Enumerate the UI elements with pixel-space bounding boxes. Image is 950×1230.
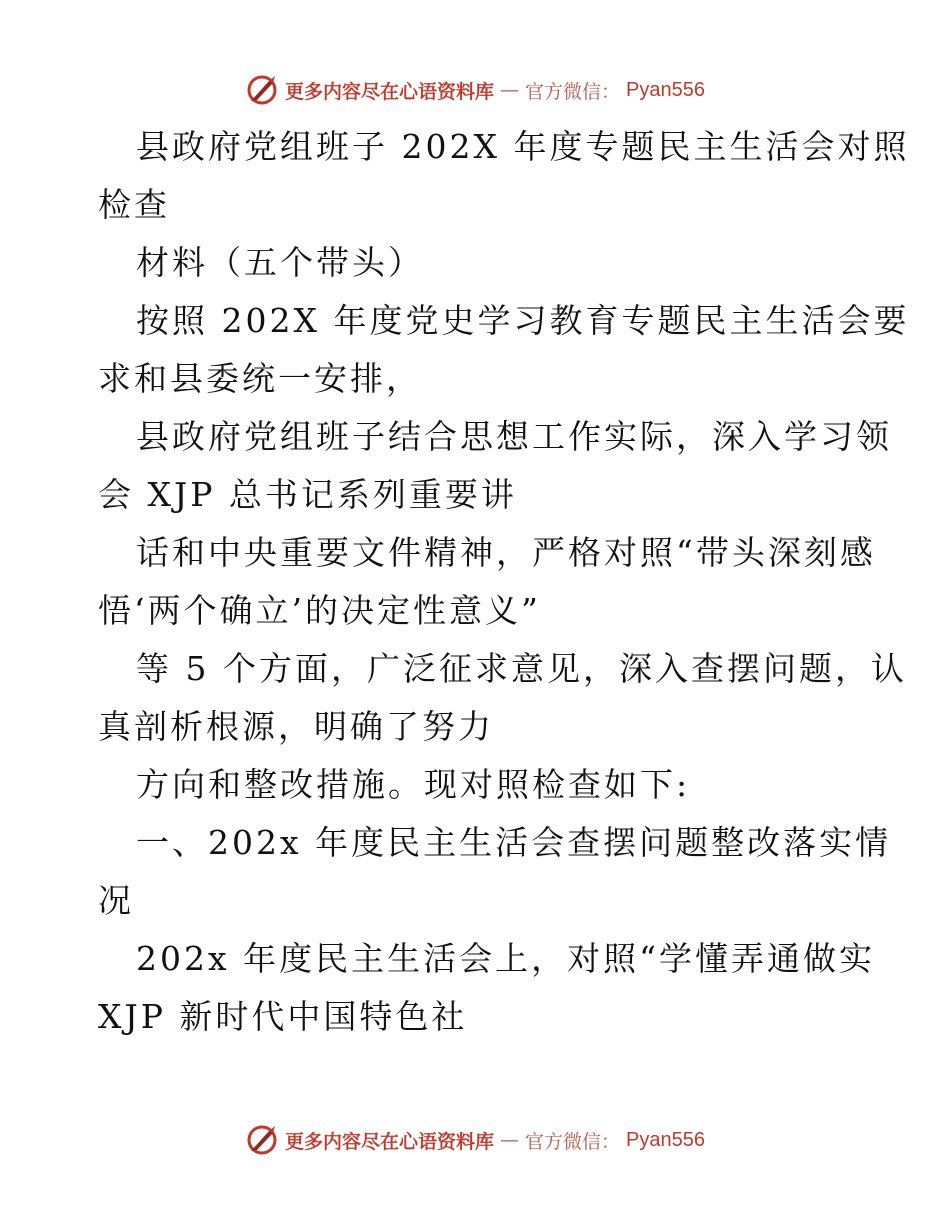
paragraph-line: 悟‘两个确立’的决定性意义” [98,591,541,630]
paragraph-line: 会 XJP 总书记系列重要讲 [98,475,517,514]
watermark-banner-bottom [0,1120,950,1160]
paragraph-line: XJP 新时代中国特色社 [98,997,468,1036]
paragraph-line: 按照 202X 年度党史学习教育专题民主生活会要 [136,301,910,340]
watermark-banner-top [0,70,950,110]
paragraph-line: 话和中央重要文件精神，严格对照“带头深刻感 [136,533,876,572]
paragraph-line: 等 5 个方面，广泛征求意见，深入查摆问题，认 [136,649,907,688]
paragraph-line: 求和县委统一安排， [98,359,422,398]
paragraph-line: 202x 年度民主生活会上，对照“学懂弄通做实 [136,939,875,978]
watermark-official-label: 官方微信： [525,1130,621,1153]
feather-pen-icon [245,1123,279,1157]
title-line-1: 县政府党组班子 202X 年度专题民主生活会对照 [136,127,910,166]
section-heading-line: 况 [98,881,134,920]
watermark-dash: — [500,79,520,101]
watermark-official-label: 官方微信： [525,80,621,103]
section-heading-line: 一、202x 年度民主生活会查摆问题整改落实情 [136,823,892,862]
watermark-brand: 更多内容尽在心语资料库 [285,80,495,103]
paragraph-line: 方向和整改措施。现对照检查如下: [136,765,691,804]
watermark-wechat-id: Pyan556 [626,1128,705,1151]
paragraph-line: 县政府党组班子结合思想工作实际，深入学习领 [136,417,892,456]
watermark-wechat-id: Pyan556 [626,78,705,101]
subtitle-line: 材料（五个带头） [136,243,424,282]
document-body [98,118,910,1046]
title-line-2: 检查 [98,185,170,224]
watermark-brand: 更多内容尽在心语资料库 [285,1130,495,1153]
paragraph-line: 真剖析根源，明确了努力 [98,707,494,746]
feather-pen-icon [245,73,279,107]
watermark-dash: — [500,1129,520,1151]
